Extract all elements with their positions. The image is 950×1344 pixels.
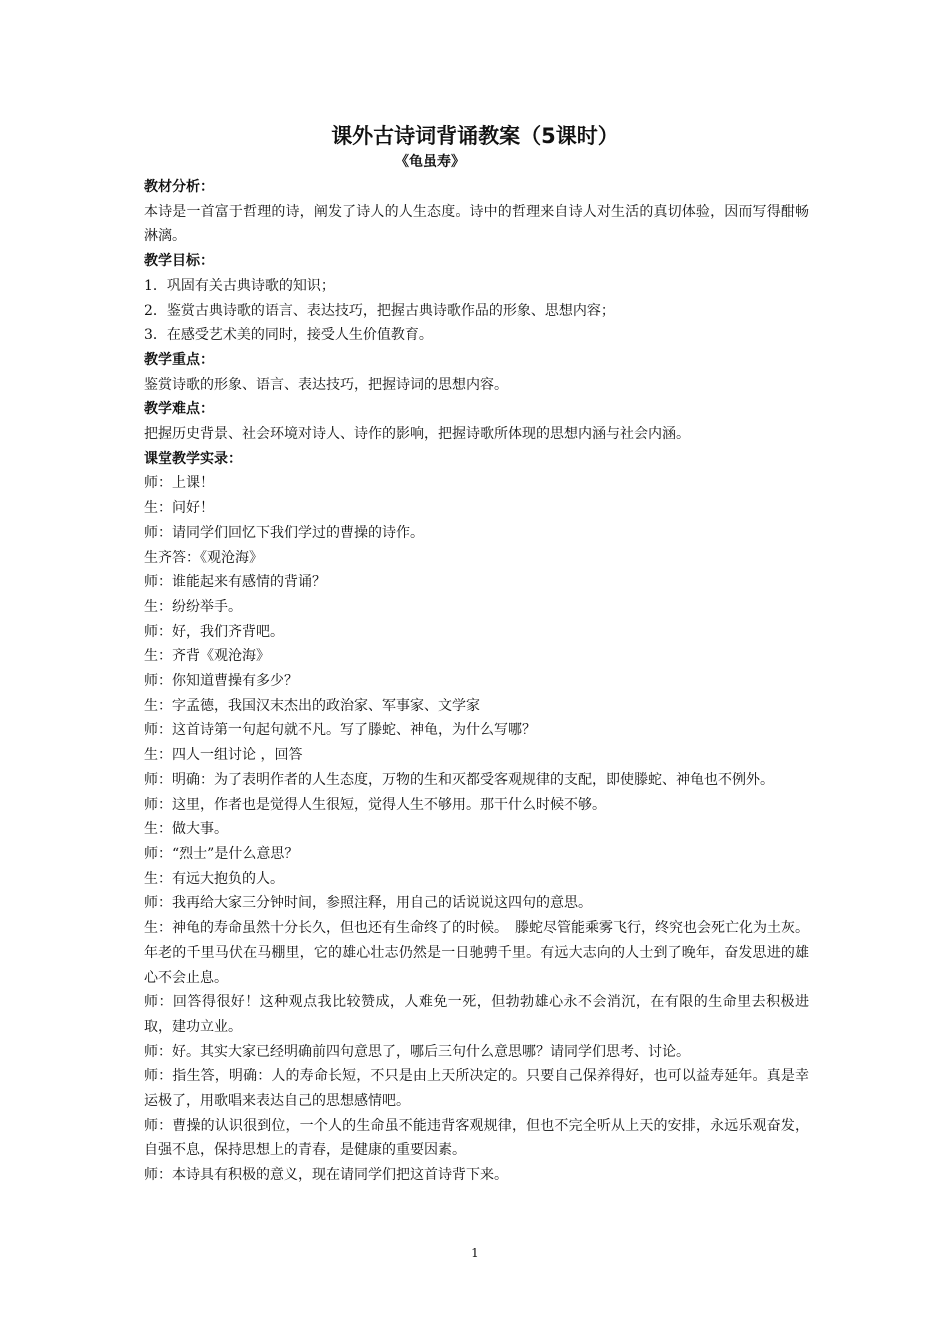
- paragraph: 师：曹操的认识很到位，一个人的生命虽不能违背客观规律，但也不完全听从上天的安排，永远乐观奋发，自强不息，保持思想上的青春，是健康的重要因素。: [144, 1117, 809, 1159]
- paragraph: 师：这里，作者也是觉得人生很短，觉得人生不够用。那干什么时候不够。: [144, 796, 606, 813]
- paragraph: 本诗是一首富于哲理的诗，阐发了诗人的人生态度。诗中的哲理来自诗人对生活的真切体验，因而写得酣畅淋漓。: [144, 203, 809, 245]
- paragraph: 3．在感受艺术美的同时，接受人生价值教育。: [144, 327, 433, 344]
- section-heading: 教学重点：: [144, 351, 214, 368]
- section-heading: 教学难点：: [144, 401, 214, 418]
- paragraph: 把握历史背景、社会环境对诗人、诗作的影响，把握诗歌所体现的思想内涵与社会内涵。: [144, 426, 690, 443]
- paragraph: 生：问好！: [144, 500, 214, 517]
- section-heading: 教学目标：: [144, 253, 214, 270]
- paragraph: 生：有远大抱负的人。: [144, 870, 284, 887]
- paragraph: 师：好，我们齐背吧。: [144, 623, 284, 640]
- paragraph: 师：好。其实大家已经明确前四句意思了，哪后三句什么意思哪？请同学们思考、讨论。: [144, 1043, 690, 1060]
- paragraph: 生：四人一组讨论 ，回答: [144, 747, 303, 764]
- paragraph: 1．巩固有关古典诗歌的知识；: [144, 277, 335, 294]
- page-number: 1: [471, 1246, 479, 1260]
- paragraph: 师：“烈士”是什么意思？: [144, 845, 299, 862]
- paragraph: 生：纷纷举手。: [144, 598, 242, 615]
- document-subtitle: 《龟虽寿》: [395, 154, 465, 170]
- paragraph: 师：你知道曹操有多少？: [144, 673, 298, 690]
- paragraph: 师：明确：为了表明作者的人生态度，万物的生和灭都受客观规律的支配，即使滕蛇、神龟也不例外。: [144, 771, 774, 788]
- paragraph: 生：神龟的寿命虽然十分长久，但也还有生命终了的时候。 滕蛇尽管能乘雾飞行，终究也会死亡化为土灰。年老的千里马伏在马棚里，它的雄心壮志仍然是一日驰骋千里。有远大志向的人士到了晚年，奋发思进的雄心不会止息。: [144, 920, 809, 986]
- section-heading: 教材分析：: [144, 179, 214, 195]
- paragraph: 师：谁能起来有感情的背诵？: [144, 574, 326, 591]
- paragraph: 师：回答得很好！这种观点我比较赞成，人难免一死，但勃勃雄心永不会消沉，在有限的生命里去积极进取，建功立业。: [144, 994, 809, 1035]
- paragraph: 鉴赏诗歌的形象、语言、表达技巧，把握诗词的思想内容。: [144, 376, 508, 393]
- paragraph: 师：上课！: [144, 475, 214, 492]
- paragraph: 师：请同学们回忆下我们学过的曹操的诗作。: [144, 524, 424, 541]
- paragraph: 师：我再给大家三分钟时间，参照注释，用自己的话说说这四句的意思。: [144, 895, 592, 912]
- paragraph: 师：指生答，明确：人的寿命长短，不只是由上天所决定的。只要自己保养得好，也可以益寿延年。真是幸运极了，用歌唱来表达自己的思想感情吧。: [144, 1068, 809, 1110]
- paragraph: 生齐答：《观沧海》: [144, 549, 263, 566]
- document-body: [144, 175, 809, 1188]
- document-title: 课外古诗词背诵教案（5课时）: [331, 124, 619, 148]
- paragraph: 2．鉴赏古典诗歌的语言、表达技巧，把握古典诗歌作品的形象、思想内容；: [144, 302, 615, 319]
- section-heading: 课堂教学实录：: [144, 450, 242, 467]
- paragraph: 生：做大事。: [144, 821, 228, 838]
- paragraph: 生：齐背《观沧海》: [144, 648, 270, 665]
- paragraph: 生：字孟德，我国汉末杰出的政治家、军事家、文学家: [144, 697, 480, 714]
- paragraph: 师：这首诗第一句起句就不凡。写了滕蛇、神龟，为什么写哪？: [144, 722, 536, 739]
- paragraph: 师：本诗具有积极的意义，现在请同学们把这首诗背下来。: [144, 1167, 508, 1184]
